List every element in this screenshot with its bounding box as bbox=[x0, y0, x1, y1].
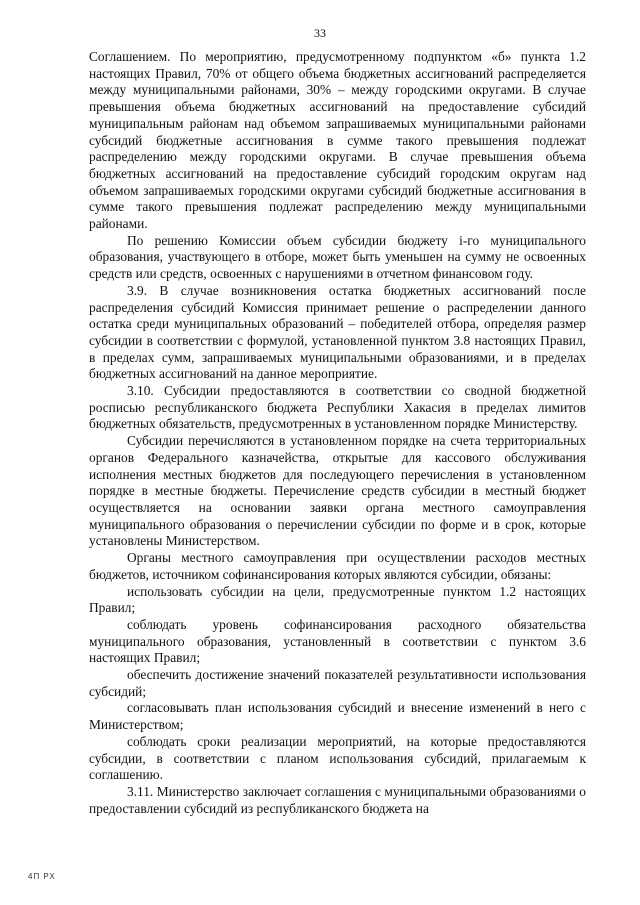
obligation-item: соблюдать уровень софинансирования расходного обязательства муниципального образования, установленный в соответствии с пунктом 3.6 настоящих Правил; bbox=[89, 616, 586, 666]
obligation-item: согласовывать план использования субсидий и внесение изменений в него с Министерством; bbox=[89, 700, 586, 733]
paragraph-3-10: 3.10. Субсидии предоставляются в соответствии со сводной бюджетной росписью республиканского бюджета Республики Хакасия в пределах лимитов бюджетных обязательств, предусмотренных в установленном порядке Министерству. bbox=[89, 383, 586, 432]
page-number: 33 bbox=[314, 26, 326, 40]
paragraph-obligations-intro: Органы местного самоуправления при осуществлении расходов местных бюджетов, источником софинансирования которых являются субсидии, обязаны: bbox=[89, 550, 586, 582]
document-body bbox=[89, 49, 586, 817]
paragraph-continuation: Соглашением. По мероприятию, предусмотренному подпунктом «б» пункта 1.2 настоящих Правил, 70% от общего объема бюджетных ассигнований распределяется между муниципальными районами, 30% – между городскими округами. В случае превышения объема бюджетных ассигнований на предоставление субсидий муниципальным районам над объемом запрашиваемых муниципальными районами субсидий бюджетные ассигнования в сумме такого превышения подлежат распределению между городскими округами. В случае превышения объема бюджетных ассигнований на предоставление субсидий городским округам над объемом запрашиваемых городскими округами субсидий бюджетные ассигнования в сумме такого превышения подлежат распределению между муниципальными районами. bbox=[89, 49, 586, 232]
footer-mark: 4П РХ bbox=[28, 872, 56, 881]
obligation-item: использовать субсидии на цели, предусмотренные пунктом 1.2 настоящих Правил; bbox=[89, 583, 586, 616]
paragraph-transfer: Субсидии перечисляются в установленном порядке на счета территориальных органов Федерального казначейства, открытые для кассового обслуживания исполнения местных бюджетов для последующего перечисления в установленном порядке в местные бюджеты. Перечисление средств субсидии в местный бюджет осуществляется на основании заявки органа местного самоуправления муниципального образования о перечислении субсидии по форме и в срок, которые установлены Министерством. bbox=[89, 433, 586, 549]
obligation-item: обеспечить достижение значений показателей результативности использования субсидий; bbox=[89, 667, 586, 699]
obligation-item: соблюдать сроки реализации мероприятий, на которые предоставляются субсидии, в соответствии с планом использования субсидий, прилагаемым к соглашению. bbox=[89, 733, 586, 783]
paragraph-3-11: 3.11. Министерство заключает соглашения с муниципальными образованиями о предоставлении субсидий из республиканского бюджета на bbox=[89, 783, 586, 816]
paragraph-3-9: 3.9. В случае возникновения остатка бюджетных ассигнований после распределения субсидий Комиссия принимает решение о распределении данного остатка среди муниципальных образований – победителей отбора, определяя размер субсидии в соответствии с формулой, установленной пунктом 3.8 настоящих Правил, в пределах сумм, запрашиваемых муниципальными образованиями, и в пределах бюджетных ассигнований на данное мероприятие. bbox=[89, 282, 586, 382]
paragraph-commission-decision: По решению Комиссии объем субсидии бюджету i-го муниципального образования, участвующего в отборе, может быть уменьшен на сумму не освоенных средств или средств, освоенных с нарушениями в отчетном финансовом году. bbox=[89, 232, 586, 282]
